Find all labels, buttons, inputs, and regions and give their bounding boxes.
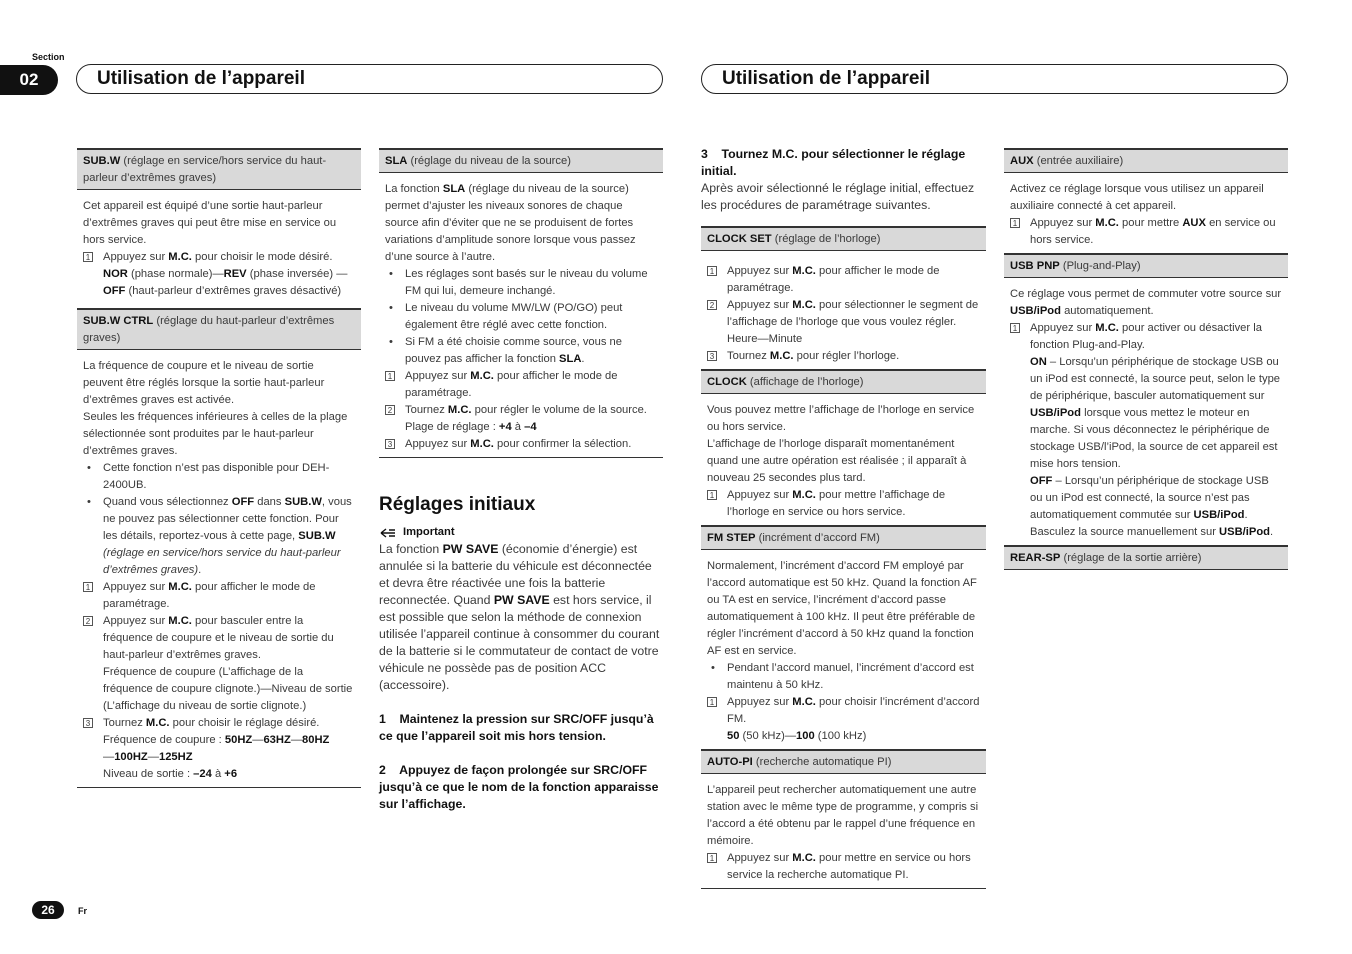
procedure-step-2: 2 Appuyez de façon prolongée sur SRC/OFF jusqu’à ce que le nom de la fonction apparaisse sur l’affichage. [379,763,659,811]
paragraph: Vous pouvez mettre l’affichage de l’horloge en service ou hors service. [707,404,975,433]
setting-body-subw [77,190,361,304]
setting-header-subw-ctrl: SUB.W CTRL (réglage du haut-parleur d’extrêmes graves) [77,308,361,350]
column-1 [77,148,361,788]
page-number: 26 [32,901,64,919]
step-item: 1 Appuyez sur M.C. pour mettre AUX en service ou hors service. [1010,215,1282,249]
bullet-item: • Les réglages sont basés sur le niveau du volume FM qui lui, demeure inchangé. [385,266,657,300]
paragraph: La fréquence de coupure et le niveau de sortie peuvent être réglés lorsque la sortie haut-parleur d’extrêmes graves est activée. [83,360,325,406]
section-heading: Réglages initiaux [379,494,536,515]
paragraph: Ce réglage vous permet de commuter votre source sur USB/iPod automatiquement. [1010,288,1282,317]
step-item: 2 Appuyez sur M.C. pour sélectionner le segment de l’affichage de l’horloge que vous voulez régler. Heure—Minute [707,297,980,348]
step-item: 1 Appuyez sur M.C. pour mettre en service ou hors service la recherche automatique PI. [707,850,980,884]
procedure-step-1: 1 Maintenez la pression sur SRC/OFF jusqu’à ce que l’appareil soit mis hors tension. [379,712,654,743]
important-note-label: Important [379,524,663,541]
setting-header-subw: SUB.W (réglage en service/hors service du haut-parleur d’extrêmes graves) [77,148,361,190]
important-icon [379,527,399,539]
step-item: 1 Appuyez sur M.C. pour afficher le mode de paramétrage. [83,579,355,613]
bullet-item: • Pendant l’accord manuel, l’incrément d’accord est maintenu à 50 kHz. [707,660,980,694]
setting-body-usb-pnp [1004,278,1288,545]
step-item: 3 Appuyez sur M.C. pour confirmer la sélection. [385,436,657,453]
column-4 [1004,148,1288,570]
step-item: 1 Appuyez sur M.C. pour mettre l’affichage de l’horloge en service ou hors service. [707,487,980,521]
page-title-right: Utilisation de l’appareil [701,64,1288,94]
column-2 [379,148,663,813]
setting-header-clock-set: CLOCK SET (réglage de l’horloge) [701,226,986,251]
important-note-body: La fonction PW SAVE (économie d’énergie) est annulée si la batterie du véhicule est déconnectée et devra être réactivée une fois la batterie reconnectée. Quand PW SAVE est hors service, il est possible que selon la méthode de connexion utilisée l’appareil continue à consommer du courant de la batterie si le commutateur de contact de votre véhicule ne possède pas de position ACC (accessoire). [379,542,660,692]
step-item: 3 Tournez M.C. pour choisir le réglage désiré. Fréquence de coupure : 50HZ—63HZ—80HZ —100HZ—125HZ Niveau de sortie : –24 à +6 [83,715,355,783]
setting-header-rear-sp: REAR-SP (réglage de la sortie arrière) [1004,545,1288,570]
setting-header-fm-step: FM STEP (incrément d’accord FM) [701,525,986,550]
column-3 [701,146,986,889]
bullet-item: • Cette fonction n’est pas disponible pour DEH-2400UB. [83,460,355,494]
step-item: 1 Appuyez sur M.C. pour afficher le mode de paramétrage. [385,368,657,402]
bullet-item: • Le niveau du volume MW/LW (PO/GO) peut également être réglé avec cette fonction. [385,300,657,334]
setting-body-sla [379,173,663,458]
step-item: 2 Appuyez sur M.C. pour basculer entre la fréquence de coupure et le niveau de sortie du haut-parleur d’extrêmes graves. Fréquence de coupure (L’affichage de la fréquence de coupure clignote.)—Niveau de sortie (L’affichage du niveau de sortie clignote.) [83,613,355,715]
paragraph: Normalement, l’incrément d’accord FM employé par l’accord automatique est 50 kHz. Quand la fonction AF ou TA est en service, l’incrément d’accord passe automatiquement à 100 kHz. Il peut être préférable de régler l’incrément d’accord à 50 kHz quand la fonction AF est en service. [707,560,977,657]
bullet-item: • Quand vous sélectionnez OFF dans SUB.W, vous ne pouvez pas sélectionner cette fonction. Pour les détails, reportez-vous à cette page, SUB.W (réglage en service/hors service du haut-parleur d’extrêmes graves). [83,494,355,579]
step-item: 1 Appuyez sur M.C. pour choisir l’incrément d’accord FM. 50 (50 kHz)—100 (100 kHz) [707,694,980,745]
paragraph: La fonction SLA (réglage du niveau de la source) permet d’ajuster les niveaux sonores de chaque source afin d’éviter que ne se produisent de fortes variations d’amplitude sonore lorsque vous passez d’une source à l’autre. [385,183,636,263]
section-number-badge: 02 [0,65,58,95]
paragraph: L’appareil peut rechercher automatiquement une autre station avec le même type de programme, y compris si l’accord a été obtenu par le rappel d’une fréquence en mémoire. [707,784,979,847]
step-item: 1 Appuyez sur M.C. pour activer ou désactiver la fonction Plug-and-Play. ON – Lorsqu’un périphérique de stockage USB ou un iPod est connecté, la source peut, selon le type de périphérique, basculer automatiquement sur USB/iPod lorsque vous mettez le moteur en marche. Si vous déconnectez le périphérique de stockage USB/l’iPod, la source de cet appareil est mise hors tension. OFF – Lorsqu’un périphérique de stockage USB ou un iPod est connecté, la source n’est pas automatiquement commutée sur USB/iPod. Basculez la source manuellement sur USB/iPod. [1010,320,1282,541]
setting-body-aux [1004,173,1288,253]
setting-body-clock-set [701,251,986,369]
setting-body-fm-step [701,550,986,749]
paragraph: Activez ce réglage lorsque vous utilisez un appareil auxiliaire connecté à cet appareil. [1010,183,1264,212]
paragraph: Cet appareil est équipé d’une sortie haut-parleur d’extrêmes graves qui peut être mise en service ou hors service. [83,200,337,246]
bullet-item: • Si FM a été choisie comme source, vous ne pouvez pas afficher la fonction SLA. [385,334,657,368]
paragraph: Seules les fréquences inférieures à celles de la plage sélectionnée sont produites par le haut-parleur d’extrêmes graves. [83,411,348,457]
setting-body-clock [701,394,986,525]
step-item: 3 Tournez M.C. pour régler l’horloge. [707,348,980,365]
language-label: Fr [78,906,87,916]
step-item: 1 Appuyez sur M.C. pour choisir le mode désiré. NOR (phase normale)—REV (phase inversée) —OFF (haut-parleur d’extrêmes graves désactivé) [83,249,355,300]
setting-body-auto-pi [701,774,986,889]
page-title-left: Utilisation de l’appareil [76,64,663,94]
setting-header-aux: AUX (entrée auxiliaire) [1004,148,1288,173]
setting-header-usb-pnp: USB PNP (Plug-and-Play) [1004,253,1288,278]
step-item: 2 Tournez M.C. pour régler le volume de la source. Plage de réglage : +4 à –4 [385,402,657,436]
setting-header-clock: CLOCK (affichage de l’horloge) [701,369,986,394]
setting-header-sla: SLA (réglage du niveau de la source) [379,148,663,173]
setting-header-auto-pi: AUTO-PI (recherche automatique PI) [701,749,986,774]
paragraph: Après avoir sélectionné le réglage initial, effectuez les procédures de paramétrage suivantes. [701,181,975,212]
setting-body-subw-ctrl [77,350,361,788]
step-item: 1 Appuyez sur M.C. pour afficher le mode de paramétrage. [707,263,980,297]
section-label: Section [32,52,65,62]
paragraph: L’affichage de l’horloge disparaît momentanément quand une autre opération est réalisée ; il apparaît à nouveau 25 secondes plus tard. [707,438,967,484]
procedure-step-3: 3 Tournez M.C. pour sélectionner le réglage initial. [701,147,966,178]
